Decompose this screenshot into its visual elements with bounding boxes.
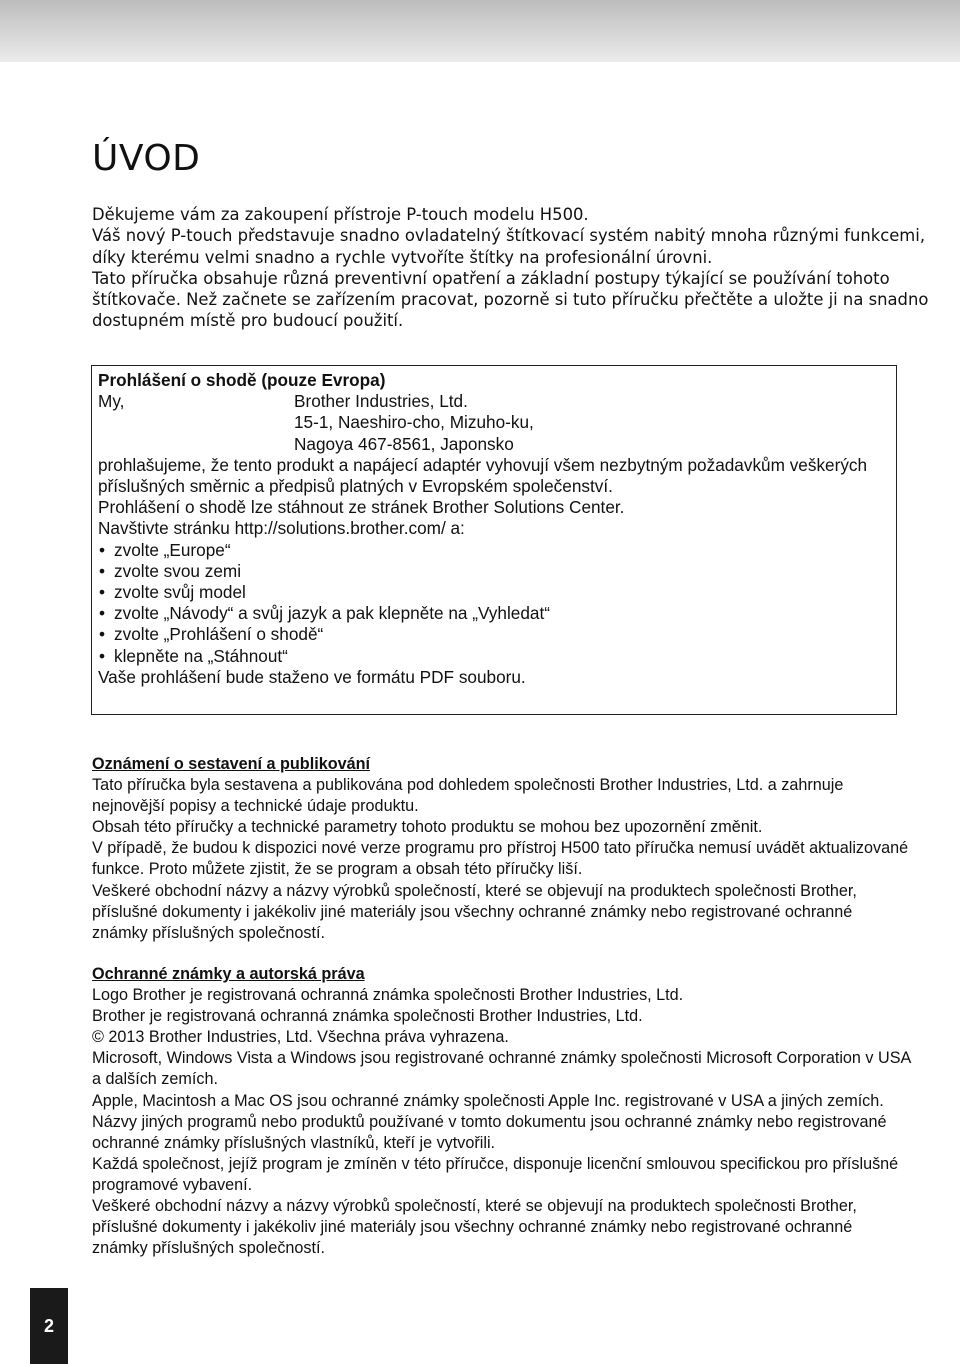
intro-text	[92, 204, 942, 332]
compilation-paragraph: Veškeré obchodní názvy a názvy výrobků společností, které se objevují na produktech společnosti Brother, příslušné dokumenty i jakékoliv jiné materiály jsou všechny ochranné známky nebo registrované ochranné známky příslušných společností.	[92, 881, 857, 942]
step-item: • zvolte „Europe“	[98, 540, 894, 561]
step-item: • zvolte „Prohlášení o shodě“	[98, 624, 894, 645]
declaration-visit: Navštivte stránku http://solutions.brother.com/ a:	[98, 518, 465, 539]
compilation-paragraph: Tato příručka byla sestavena a publikována pod dohledem společnosti Brother Industries, Ltd. a zahrnuje nejnovější popisy a technické údaje produktu.	[92, 776, 844, 816]
declaration-label: My,	[98, 391, 125, 412]
declaration-box	[91, 365, 897, 715]
trademarks-paragraph: Apple, Macintosh a Mac OS jsou ochranné známky společnosti Apple Inc. registrované v USA a jiných zemích.	[92, 1091, 884, 1110]
trademarks-paragraph: Názvy jiných programů nebo produktů používané v tomto dokumentu jsou ochranné známky nebo registrované ochranné známky příslušných vlastníků, kteří je vytvořili.	[92, 1112, 887, 1152]
trademarks-paragraph: Brother je registrovaná ochranná známka společnosti Brother Industries, Ltd.	[92, 1007, 643, 1026]
address-line: 15-1, Naeshiro-cho, Mizuho-ku,	[294, 412, 534, 433]
compilation-paragraph: Obsah této příručky a technické parametry tohoto produktu se mohou bez upozornění změnit.	[92, 818, 763, 837]
trademarks-paragraph: Logo Brother je registrovaná ochranná známka společnosti Brother Industries, Ltd.	[92, 986, 684, 1005]
trademarks-paragraph: Veškeré obchodní názvy a názvy výrobků společností, které se objevují na produktech společnosti Brother, příslušné dokumenty i jakékoliv jiné materiály jsou všechny ochranné známky nebo registrované ochranné známky příslušných společností.	[92, 1197, 857, 1258]
compilation-paragraph: V případě, že budou k dispozici nové verze programu pro přístroj H500 tato příručka nemusí uvádět aktualizované funkce. Proto můžete zjistit, že se program a obsah této příručky liší.	[92, 839, 909, 879]
header-bar	[0, 0, 960, 62]
step-item: • zvolte svůj model	[98, 582, 894, 603]
trademarks-paragraph: Každá společnost, jejíž program je zmíněn v této příručce, disponuje licenční smlouvou specifickou pro příslušné programové vybavení.	[92, 1154, 899, 1194]
step-item: • klepněte na „Stáhnout“	[98, 646, 894, 667]
declaration-statement: prohlašujeme, že tento produkt a napájecí adaptér vyhovují všem nezbytným požadavkům veškerých příslušných směrnic a předpisů platných v Evropském společenství.	[98, 454, 868, 497]
step-item: • zvolte „Návody“ a svůj jazyk a pak klepněte na „Vyhledat“	[98, 603, 894, 624]
page-title: ÚVOD	[92, 138, 201, 179]
declaration-company-row	[98, 391, 894, 412]
page-number: 2	[43, 1315, 54, 1336]
trademarks-paragraph: © 2013 Brother Industries, Ltd. Všechna práva vyhrazena.	[92, 1028, 509, 1047]
page-number-tab	[30, 1288, 68, 1364]
address-line: Nagoya 467-8561, Japonsko	[294, 433, 514, 454]
intro-paragraph: Děkujeme vám za zakoupení přístroje P-touch modelu H500.	[92, 205, 589, 224]
intro-paragraph: Váš nový P-touch představuje snadno ovladatelný štítkovací systém nabitý mnoha různými funkcemi, díky kterému velmi snadno a rychle vytvoříte štítky na profesionální úrovni.	[92, 226, 926, 267]
step-item: • zvolte svou zemi	[98, 561, 894, 582]
declaration-steps	[98, 540, 894, 667]
company-name: Brother Industries, Ltd.	[294, 391, 468, 412]
trademarks-heading: Ochranné známky a autorská práva	[92, 965, 365, 983]
intro-paragraph: Tato příručka obsahuje různá preventivní opatření a základní postupy týkající se používání tohoto štítkovače. Než začnete se zařízením pracovat, pozorně si tuto příručku přečtěte a uložte ji na snadno dostupném místě pro budoucí použití.	[92, 268, 929, 331]
declaration-download: Prohlášení o shodě lze stáhnout ze stránek Brother Solutions Center.	[98, 497, 625, 518]
declaration-closing: Vaše prohlášení bude staženo ve formátu PDF souboru.	[98, 666, 526, 687]
declaration-title: Prohlášení o shodě (pouze Evropa)	[98, 370, 386, 390]
compilation-heading: Oznámení o sestavení a publikování	[92, 755, 370, 773]
trademarks-paragraph: Microsoft, Windows Vista a Windows jsou registrované ochranné známky společnosti Microsoft Corporation v USA a dalších zemích.	[92, 1049, 911, 1089]
trademarks-section	[92, 964, 912, 1259]
compilation-section	[92, 754, 912, 944]
